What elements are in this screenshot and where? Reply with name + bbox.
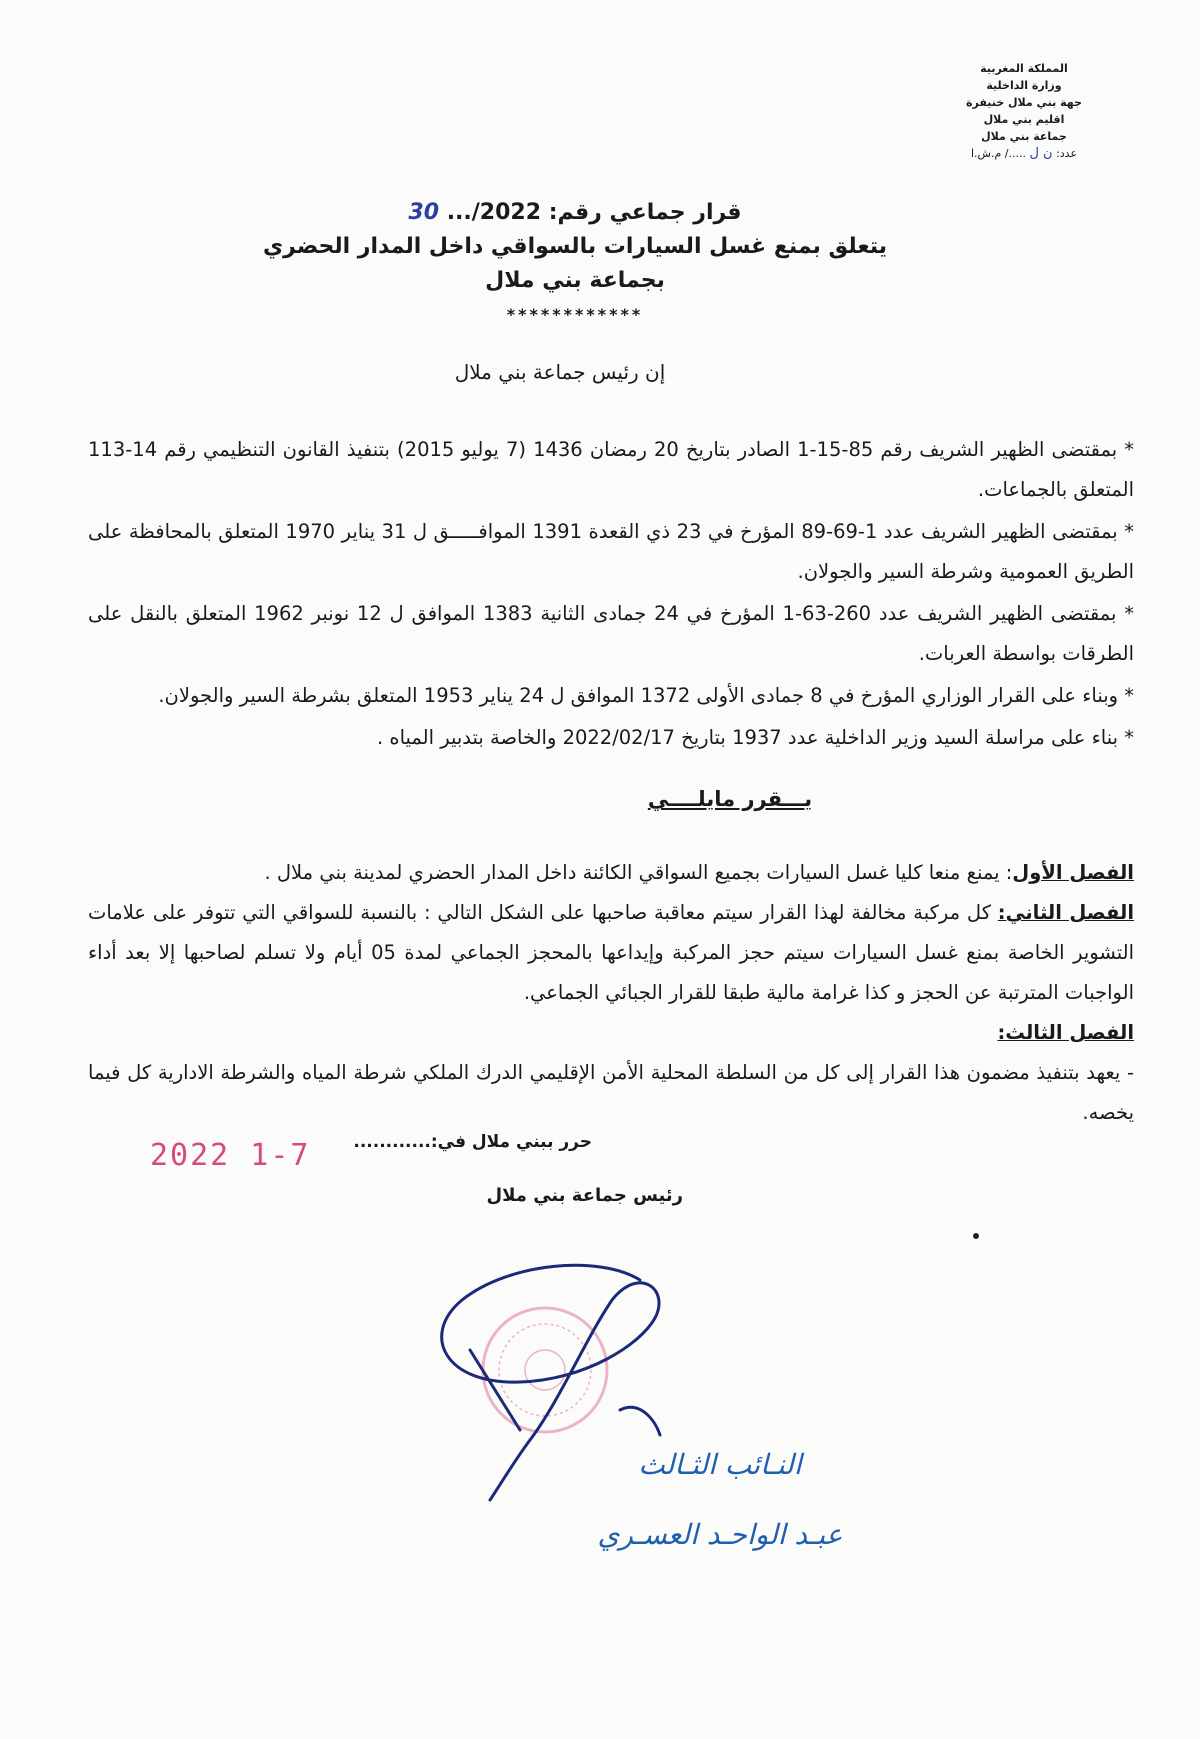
article-label: الفصل الثاني: [997,901,1134,924]
signatory-block [570,1430,870,1570]
ref-handwritten: ن ل [1029,146,1053,161]
ref-suffix: ...../ م.ش.ا [970,147,1026,160]
ref-prefix: عدد: [1056,147,1078,160]
letterhead-line: جهة بني ملال خنيفرة [966,96,1082,109]
done-at-line: حرر ببني ملال في:............ [353,1132,592,1152]
ink-dot-icon [973,1233,979,1239]
consideration-item: * بمقتضى الظهير الشريف عدد 1-69-89 المؤرخ في 23 ذي القعدة 1391 الموافـــــق ل 31 يناير 1970 المتعلق بالمحافظة على الطريق العمومية وشرطة السير والجولان. [88,520,1134,583]
consideration-item: * بمقتضى الظهير الشريف رقم 85-15-1 الصادر بتاريخ 20 رمضان 1436 (7 يوليو 2015) بتنفيذ القانون التنظيمي رقم 14-113 المتعلق بالجماعات. [88,438,1134,501]
separator-stars: ************ [506,305,644,324]
official-seal-icon [483,1308,607,1432]
signatory-name: عبـد الواحـد العسـري [597,1518,843,1551]
consideration-item: * بمقتضى الظهير الشريف عدد 260-63-1 المؤرخ في 24 جمادى الثانية 1383 الموافق ل 12 نونبر 1962 المتعلق بالنقل على الطرقات بواسطة العربات. [88,602,1134,665]
decides-heading: يـــقرر مايلــــي [647,787,813,811]
article-text: كل مركبة مخالفة لهذا القرار سيتم معاقبة صاحبها على الشكل التالي : بالنسبة للسواقي التي تتوفر على علامات التشوير الخاصة بمنع غسل السيارات سيتم حجز المركبة وإيداعها بالمحجز الجماعي لمدة 05 أيام ولا تسلم لصاحبها إلا بعد أداء الواجبات المترتبة عن الحجز و كذا غرامة مالية طبقا للقرار الجبائي الجماعي. [88,901,1134,1004]
article-label: الفصل الثالث: [997,1021,1134,1044]
decree-number-handwritten: 30 [408,200,440,225]
letterhead-line: المملكة المغربية [980,62,1068,75]
opening-line: إن رئيس جماعة بني ملال [454,360,666,384]
letterhead-line: اقليم بني ملال [983,113,1065,126]
president-title: رئيس جماعة بني ملال [486,1185,683,1206]
decree-label: قرار جماعي رقم: [548,200,742,225]
article-text: - يعهد بتنفيذ مضمون هذا القرار إلى كل من السلطة المحلية الأمن الإقليمي الدرك الملكي شرطة المياه والشرطة الادارية كل فيما يخصه. [88,1061,1134,1124]
consideration-item: * بناء على مراسلة السيد وزير الداخلية عدد 1937 بتاريخ 2022/02/17 والخاصة بتدبير المياه . [376,726,1134,749]
signatory-title: النـائب الثـالث [638,1448,802,1481]
letterhead-line: جماعة بني ملال [981,130,1067,143]
consideration-item: * وبناء على القرار الوزاري المؤرخ في 8 جمادى الأولى 1372 الموافق ل 24 يناير 1953 المتعلق بشرطة السير والجولان. [158,684,1134,707]
date-stamp: 2022 1-7 [150,1138,311,1173]
decree-subject: يتعلق بمنع غسل السيارات بالسواقي داخل المدار الحضري [262,234,888,259]
decree-commune: بجماعة بني ملال [485,268,665,293]
article-text: : يمنع منعا كليا غسل السيارات بجميع السواقي الكائنة داخل المدار الحضري لمدينة بني ملال . [264,861,1013,884]
article-label: الفصل الأول [1012,861,1134,884]
letterhead-line: وزارة الداخلية [986,79,1062,92]
decree-year: 2022/... [446,200,542,225]
